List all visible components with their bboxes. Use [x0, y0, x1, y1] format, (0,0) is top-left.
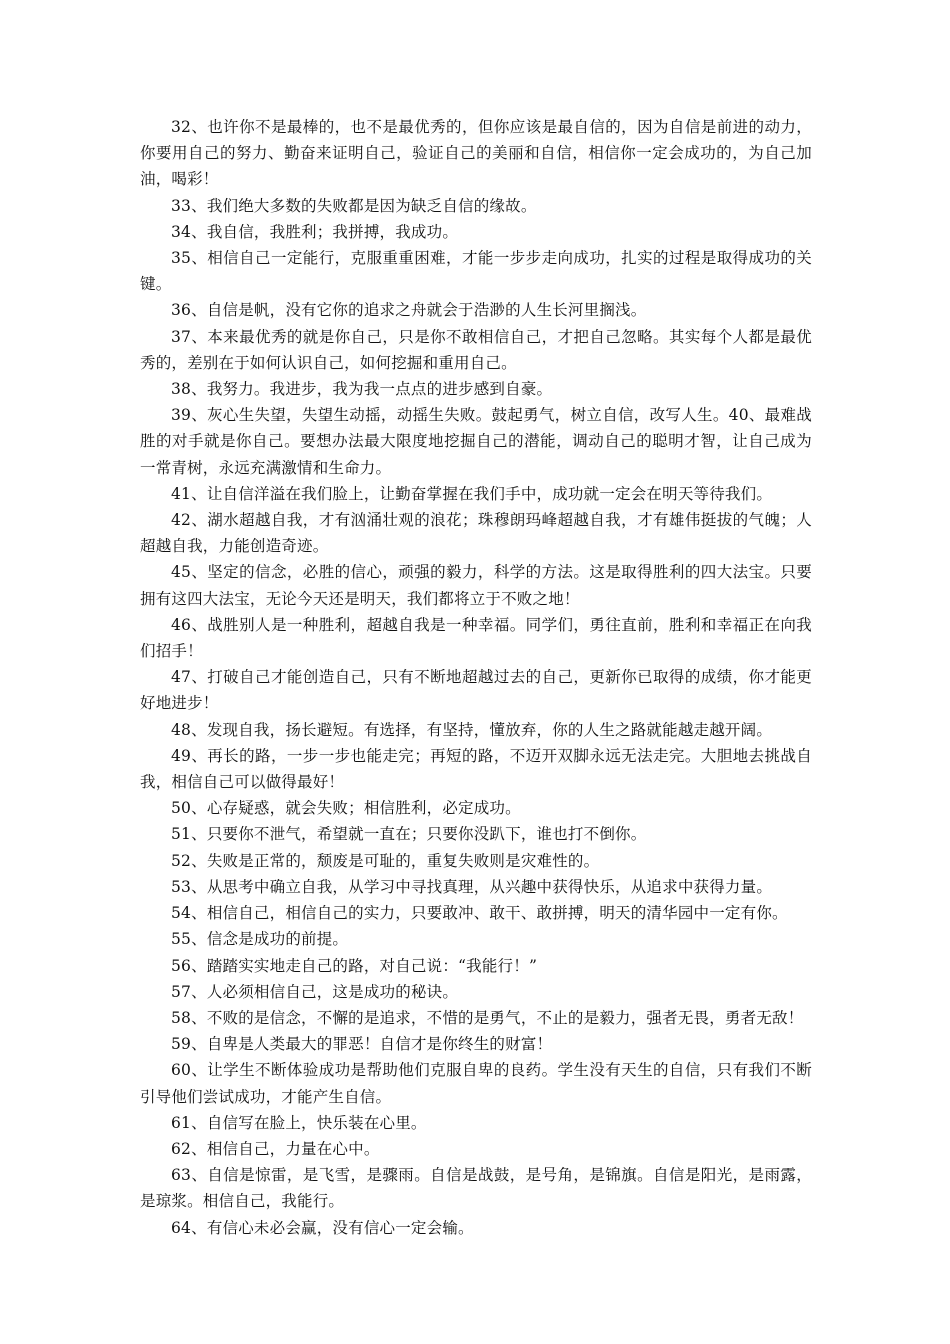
paragraph-48: 48、发现自我，扬长避短。有选择，有坚持，懂放弃，你的人生之路就能越走越开阔。 [171, 720, 773, 739]
paragraph-62: 62、相信自己，力量在心中。 [171, 1139, 380, 1158]
paragraph-45: 45、坚定的信念，必胜的信心，顽强的毅力，科学的方法。这是取得胜利的四大法宝。只要拥有这四大法宝，无论今天还是明天，我们都将立于不败之地！ [140, 563, 812, 608]
paragraph-59: 59、自卑是人类最大的罪恶！自信才是你终生的财富！ [171, 1035, 553, 1054]
paragraph-32: 32、也许你不是最棒的，也不是最优秀的，但你应该是最自信的，因为自信是前进的动力，你要用自己的努力、勤奋来证明自己，验证自己的美丽和自信，相信你一定会成功的，为自己加油，喝彩！ [140, 118, 812, 189]
paragraph-58: 58、不败的是信念，不懈的是追求，不惜的是勇气，不止的是毅力，强者无畏，勇者无敌！ [171, 1008, 804, 1027]
document-body [140, 114, 812, 1241]
paragraph-55: 55、信念是成功的前提。 [171, 930, 349, 949]
paragraph-39: 39、灰心生失望，失望生动摇，动摇生失败。鼓起勇气，树立自信，改写人生。40、最难战胜的对手就是你自己。要想办法最大限度地挖掘自己的潜能，调动自己的聪明才智，让自己成为一常青树，永远充满激情和生命力。 [140, 406, 812, 477]
paragraph-64: 64、有信心未必会赢，没有信心一定会输。 [171, 1218, 474, 1237]
paragraph-56: 56、踏踏实实地走自己的路，对自己说：“我能行！” [171, 956, 538, 975]
paragraph-47: 47、打破自己才能创造自己，只有不断地超越过去的自己，更新你已取得的成绩，你才能更好地进步！ [140, 668, 812, 713]
paragraph-54: 54、相信自己，相信自己的实力，只要敢冲、敢干、敢拼搏，明天的清华园中一定有你。 [171, 904, 788, 923]
paragraph-63: 63、自信是惊雷，是飞雪，是骤雨。自信是战鼓，是号角，是锦旗。自信是阳光，是雨露，是琼浆。相信自己，我能行。 [140, 1166, 812, 1211]
paragraph-49: 49、再长的路，一步一步也能走完；再短的路，不迈开双脚永远无法走完。大胆地去挑战自我，相信自己可以做得最好！ [140, 746, 812, 792]
paragraph-46: 46、战胜别人是一种胜利，超越自我是一种幸福。同学们，勇往直前，胜利和幸福正在向我们招手！ [140, 615, 812, 661]
paragraph-35: 35、相信自己一定能行，克服重重困难，才能一步步走向成功，扎实的过程是取得成功的关键。 [140, 249, 812, 294]
paragraph-37: 37、本来最优秀的就是你自己，只是你不敢相信自己，才把自己忽略。其实每个人都是最优秀的，差别在于如何认识自己，如何挖掘和重用自己。 [140, 327, 812, 372]
paragraph-51: 51、只要你不泄气，希望就一直在；只要你没趴下，谁也打不倒你。 [171, 825, 647, 844]
paragraph-61: 61、自信写在脸上，快乐装在心里。 [171, 1113, 427, 1132]
paragraph-41: 41、让自信洋溢在我们脸上，让勤奋掌握在我们手中，成功就一定会在明天等待我们。 [171, 484, 773, 503]
paragraph-36: 36、自信是帆，没有它你的追求之舟就会于浩渺的人生长河里搁浅。 [171, 301, 647, 320]
paragraph-53: 53、从思考中确立自我，从学习中寻找真理，从兴趣中获得快乐，从追求中获得力量。 [171, 877, 773, 896]
paragraph-52: 52、失败是正常的，颓废是可耻的，重复失败则是灾难性的。 [171, 851, 600, 870]
paragraph-34: 34、我自信，我胜利；我拼搏，我成功。 [171, 222, 459, 241]
paragraph-57: 57、人必须相信自己，这是成功的秘诀。 [171, 982, 459, 1001]
paragraph-42: 42、湖水超越自我，才有汹涌壮观的浪花；珠穆朗玛峰超越自我，才有雄伟挺拔的气魄；人超越自我，力能创造奇迹。 [140, 511, 812, 556]
paragraph-50: 50、心存疑惑，就会失败；相信胜利，必定成功。 [171, 799, 521, 818]
paragraph-38: 38、我努力。我进步，我为我一点点的进步感到自豪。 [171, 380, 553, 399]
paragraph-33: 33、我们绝大多数的失败都是因为缺乏自信的缘故。 [171, 196, 537, 215]
paragraph-60: 60、让学生不断体验成功是帮助他们克服自卑的良药。学生没有天生的自信，只有我们不断引导他们尝试成功，才能产生自信。 [140, 1061, 812, 1106]
